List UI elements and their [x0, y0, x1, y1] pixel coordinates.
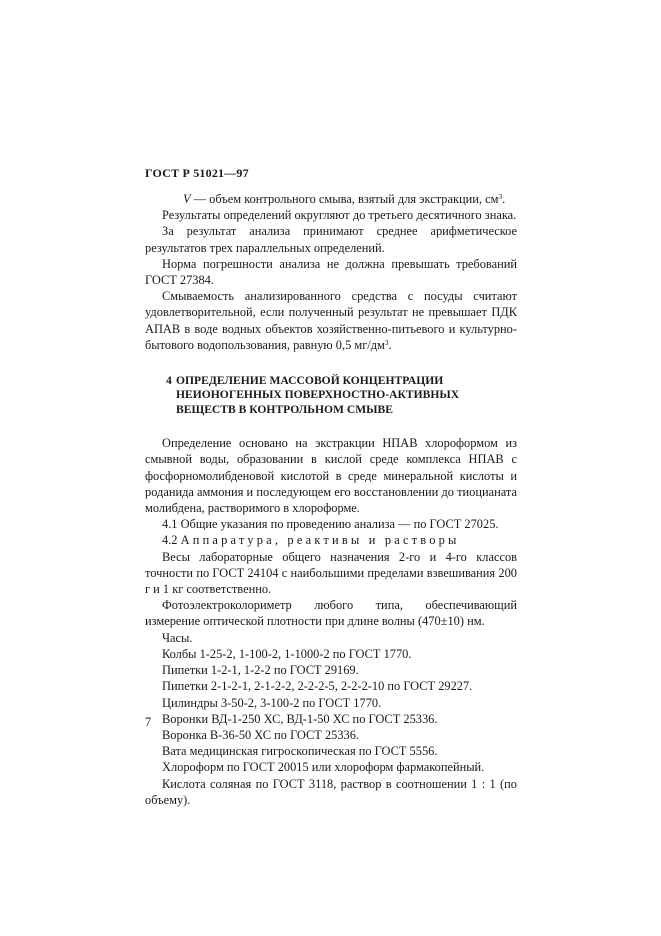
page-number: 7: [145, 715, 152, 729]
list-item: Кислота соляная по ГОСТ 3118, раствор в соотношении 1 : 1 (по объему).: [145, 776, 517, 807]
list-item: Фотоэлектроколориметр любого типа, обеспечивающий измерение оптической плотности при длине волны (470±10) нм.: [145, 598, 517, 629]
paragraph-rounding: Результаты определений округляют до третьего десятичного знака.: [162, 208, 517, 223]
list-item: Воронка В-36-50 ХС по ГОСТ 25336.: [162, 727, 360, 742]
list-item: Воронки ВД-1-250 ХС, ВД-1-50 ХС по ГОСТ 25336.: [162, 711, 438, 726]
paragraph-result: За результат анализа принимают среднее арифметическое результатов трех параллельных определений.: [145, 224, 517, 255]
list-item: Колбы 1-25-2, 1-100-2, 1-1000-2 по ГОСТ 1770.: [162, 646, 412, 661]
variable-definition: V — объем контрольного смыва, взятый для экстракции, $см^3$.: [183, 192, 506, 206]
clause-title: Аппаратура, реактивы и растворы: [180, 533, 460, 548]
variable-symbol: V: [183, 192, 191, 206]
list-item: Пипетки 2-1-2-1, 2-1-2-2, 2-2-2-5, 2-2-2-10 по ГОСТ 29227.: [162, 679, 473, 694]
list-item: Вата медицинская гигроскопическая по ГОСТ 5556.: [162, 744, 438, 759]
list-item: Пипетки 1-2-1, 1-2-2 по ГОСТ 29169.: [162, 663, 359, 678]
clause-4-2: [145, 532, 517, 548]
list-item: Хлороформ по ГОСТ 20015 или хлороформ фармакопейный.: [162, 760, 485, 775]
variable-text: — объем контрольного смыва, взятый для экстракции, см: [190, 192, 499, 206]
paragraph-method-principle: Определение основано на экстракции НПАВ хлороформом из смывной воды, образовании в кислой среде комплекса НПАВ с фосфорномолибденовой кислотой в среде минеральной кислоты и роданида аммония и последующем его восстановлении до тиоцианата молибдена, растворимого в хлороформе.: [145, 436, 517, 516]
list-item: Цилиндры 3-50-2, 3-100-2 по ГОСТ 1770.: [162, 695, 382, 710]
section-heading: [145, 374, 517, 417]
paragraph-washability: Смываемость анализированного средства с посуды считают удовлетворительной, если полученный результат не превышает ПДК АПАВ в воде водных объектов хозяйственно-питьевого и культурно-бытового водопользования, равную 0,5 $мг/дм^3$.: [145, 289, 517, 352]
list-item: Весы лабораторные общего назначения 2-го и 4-го классов точности по ГОСТ 24104 с наибольшими пределами взвешивания 200 г и 1 кг соответственно.: [145, 549, 517, 597]
unit-exponent: 3: [384, 337, 389, 347]
section-number: 4: [166, 374, 172, 388]
section-title-line: ОПРЕДЕЛЕНИЕ МАССОВОЙ КОНЦЕНТРАЦИИ: [176, 374, 444, 388]
section-title-line: НЕИОНОГЕННЫХ ПОВЕРХНОСТНО-АКТИВНЫХ: [176, 388, 460, 402]
document-header: ГОСТ Р 51021—97: [145, 166, 249, 180]
document-body: [145, 191, 517, 808]
clause-number: 4.2: [162, 533, 178, 548]
clause-4-1: 4.1 Общие указания по проведению анализа — по ГОСТ 27025.: [162, 517, 499, 532]
section-title-line: ВЕЩЕСТВ В КОНТРОЛЬНОМ СМЫВЕ: [176, 402, 393, 416]
paragraph-error-norm: Норма погрешности анализа не должна превышать требований ГОСТ 27384.: [145, 256, 517, 288]
variable-unit-exponent: 3: [498, 192, 503, 201]
list-item: Часы.: [162, 630, 193, 645]
